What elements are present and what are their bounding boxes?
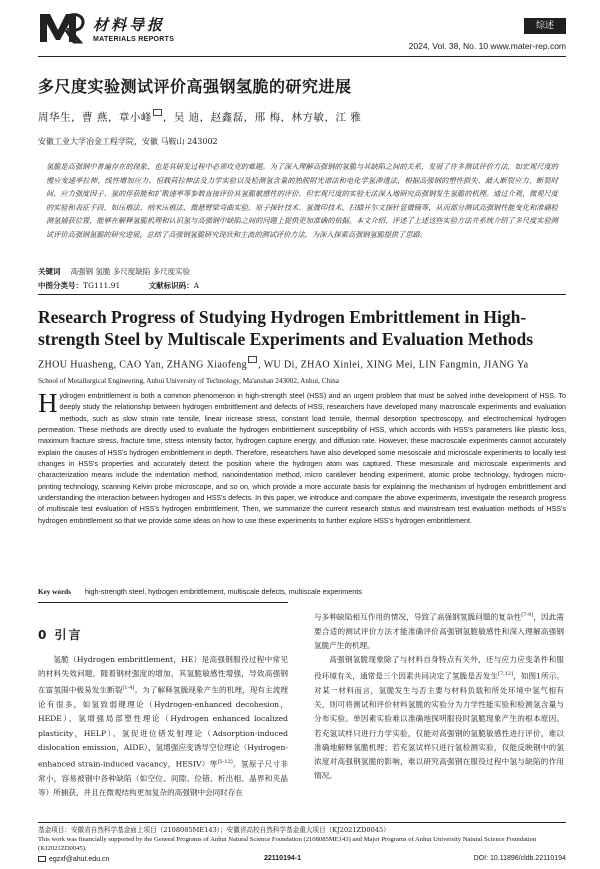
corresponding-email[interactable] [38,855,109,863]
email-text: egzxf@ahut.edu.cn [49,856,110,863]
authors-en-part1: ZHOU Huasheng, CAO Yan, ZHANG Xiaofeng [38,359,248,371]
abstract-cn: 氢脆是高强钢中普遍存在的现象，也是其研发过程中必须攻克的难题。为了深入理解高强钢的氢脆与其缺陷之间的关系，发展了许多测试评价方法，如宏观尺度的慢应变速率拉伸、线性增加应力、恒载荷拉伸法及力学实验以及检测氢含量的热脱附光谱法和电化学氢渗透法，根据高强钢的塑性损失、最大断裂应力、断裂时间、应力强度因子、氢的俘获能和扩散速率等参数直接评价其氢脆敏感性的评价。但宏观尺度的实验无法深入地研究高强钢发生氢脆的机理。通过介观、微观尺度的实验和表征手段，如压痕法、纳米压痕法、微悬臂梁弯曲实验、原子探针技术、氢微印技术、扫描开尔文探针显微镜等，从而部分测试高强钢性能变化和准确检测氢捕获位置，能够在解释氢脆机理和认识氢与高强钢中缺陷之间的问题上提供更加准确的依据。本文介绍、评述了上述这些实验方法并系统介绍了多尺度实验测试评价高强钢氢脆的研究进展，总结了高强钢氢脆研究现状和主流的测试评价方法，为深入探索高强钢氢脆提供了思路。 [46,162,558,239]
authors-cn [38,109,361,125]
doccode-label: 文献标识码： [148,281,194,290]
abstract-en-text: ydrogen embrittlement is both a common phenomenon in high-strength steel (HSS) and an urgent problem that must be solved inthe development of HSS. To deeply study the relationship between hydrogen embrittlement and defects of HSS, researchers have developed many macroscale experiments and evaluation methods, such as slow strain rate tensile, linear increase stress, constant load tensile, thermal desorption spectroscopy, and electrochemical hydrogen permeation. These methods are directly used to evaluate the hydrogen embrittlement susceptibility of HSS, which accords with HSS's parameters like plastic loss, maximum fracture stress, fracture time, stress intensity factor, hydrogen capture energy, and diffusion rate. However, these macroscale experiments cannot accurately explain the causes of HSS's hydrogen embrittlement in depth. Therefore, researchers have also developed some mesoscale and microscale experiments to locally test changes in HSS's properties and accurately detect the position where the hydrogen atom was captured. These mesoscale and microscale experiments and characterization means include the indentation method, nanoindentation method, micro cantilever bending experiment, atomic probe technology, hydrogen micro-printing technology, scanning Kelvin probe microscope, and so on, which provide a more accurate basis for explaining the mechanism of hydrogen embrittlement and understanding the interaction between hydrogen and HSS's defects. In this paper, we introduce and compare the above experiments, investigate the research progress of multiscale test evaluation of HSS's hydrogen embrittlement. Then, we summarize the current research status and mainstream test evaluation methods of HSS's hydrogen embrittlement so that we provide some ideas on how to use these experiments to further explore HSS's hydrogen embrittlement. [38,392,566,525]
footnote-rule [38,822,566,823]
paragraph-text: 与多种缺陷相互作用的情况，导致了高强钢氢脆问题的复杂性 [314,612,522,622]
keywords-en [38,587,362,596]
citation: [1-4] [122,685,135,692]
paragraph-text: ，因此需要合适的测试评价方法才能准确评价高强钢氢脆敏感性和深入理解高强钢氢脆产生的机理。 [314,612,564,650]
section-heading-introduction: 0 引言 [38,628,83,642]
keywords-en-value: high-strength steel, hydrogen embrittlement, multiscale defects, multiscale experiments [84,587,362,596]
clc-label: 中图分类号： [38,281,83,290]
envelope-icon [153,109,162,116]
section-tag: 综述 [524,18,566,34]
citation: [7,12] [498,671,514,678]
article-number: 22110194-1 [264,855,301,862]
keywords-en-label: Key words [38,588,71,596]
keywords-cn-value: 高强钢 氢脆 多尺度缺陷 多尺度实验 [70,267,191,276]
envelope-icon [248,356,257,363]
funding-cn: 基金项目：安徽省自然科学基金面上项目（2108085ME143）；安徽省高校自然科学基金重大项目（KJ2021ZD0045） [38,826,390,834]
paragraph [314,653,564,783]
mail-icon [38,856,46,862]
classification-row [38,280,199,291]
header-rule [38,56,566,57]
abstract-en [38,388,566,527]
funding-footnote [38,826,566,854]
body-column-right [314,608,564,784]
paragraph [314,608,564,653]
keywords-cn-label: 关键词 [38,267,61,276]
authors-cn-part2: ，吴 迪，赵鑫磊，邢 梅，林方敏，江 雅 [162,111,362,124]
authors-en-part2: , WU Di, ZHAO Xinlei, XING Mei, LIN Fangmin, JIANG Ya [258,359,529,371]
abstract-en-dropcap: H [38,388,58,418]
doccode-value: A [193,281,200,290]
body-column-left [38,653,288,800]
paragraph-text: 。为了解释氢脆现象产生的机理，现有主流理论有很多，如氢致弱键理论（Hydrogen-enhanced decohesion，HEDE）、氢增强局部塑性理论（Hydrogen enhanced localized plasticity，HELP）、氢促进位错发射理论（Adsorption-induced dislocation emission，AIDE）、氢增强应变诱导空位理论（Hydrogen-enhanced strain-induced vacancy，HESIV）等 [38,685,288,769]
paragraph [38,653,288,800]
paragraph-text: 氢脆（Hydrogen embrittlement，HE）是高强钢服役过程中常见的材料失效问题，随着钢材强度的增加，其氢脆敏感性增强，导致高强钢在富氢围中极易发生断裂 [38,655,288,695]
journal-logo-mark [38,10,88,44]
doi[interactable]: DOI: 10.11896/cldb.22110194 [473,855,566,862]
citation: [7-9] [521,612,534,618]
affiliation-cn: 安徽工业大学冶金工程学院，安徽 马鞍山 243002 [38,137,218,146]
funding-en: This work was financially supported by the General Programs of Anhui Natural Science Foundation (2108085ME143) and Major Programs of Anhui University Natural Science Foundation (KJ2021ZD0045). [38,836,537,853]
journal-name-cn: 材料导报 [93,16,166,34]
cn-section-rule [38,294,566,295]
authors-en [38,356,529,370]
body-rule-left [38,602,288,603]
clc-value: TG111.91 [83,281,121,290]
paragraph-text: 高强钢氢脆现象除了与材料自身特点有关外，还与应力应变条件和服役环境有关，通常是三个因素共同决定了氢脆是否发生 [314,655,564,681]
paragraph-text: 。氢原子尺寸非常小，容易被钢中各种缺陷（如空位、间隙、位错、析出相、晶界和夹晶等）所捕获，并且在微观结构更加复杂的高强钢中会同时存在 [38,759,289,797]
journal-name-en: MATERIALS REPORTS [93,36,175,43]
title-en: Research Progress of Studying Hydrogen Embrittlement in High-strength Steel by Multiscale Experiments and Evaluation Methods [38,307,534,349]
keywords-cn [38,266,190,277]
affiliation-en: School of Metallurgical Engineering, Anhui University of Technology, Ma'anshan 243002, Anhui, China [38,377,339,385]
authors-cn-part1: 周华生，曹 燕，章小峰 [38,111,152,124]
citation: [5-12] [217,758,233,765]
paragraph-text: ，如图1所示。对某一材料而言，氢脆发生与否主要与材料负载和所处环境中氢气相有关，则可将测试和评价材料氢脆的实验分为力学性能实验和检测氢含量与分布实验。单因素实验难以准确地探明服役时氢脆现象产生的根本原因。若充氢试样只进行力学实验，仅能对高强钢的氢脆敏感性进行评价，难以准确地解释氢脆机理；若充氢试样只进行氢检测实验，仅能反映钢中的氢浓度对高强钢氢脆的影响，难以研究高强钢在服役过程中氢与缺陷的作用情况。 [314,671,564,781]
journal-logo [38,10,208,44]
issue-info: 2024, Vol. 38, No. 10 www.mater-rep.com [408,41,566,51]
title-cn: 多尺度实验测试评价高强钢氢脆的研究进展 [38,77,352,96]
